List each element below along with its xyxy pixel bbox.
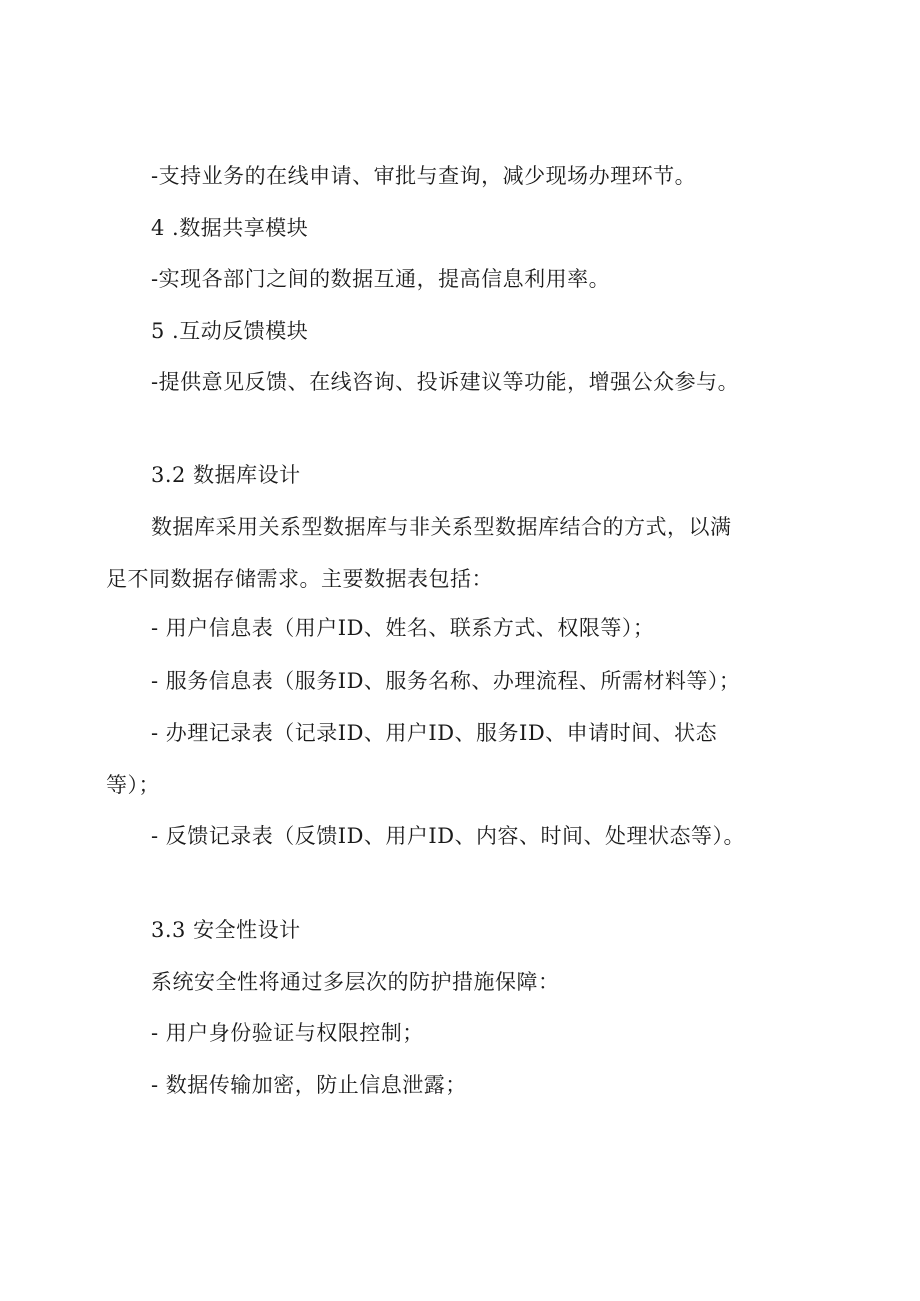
list-item-authentication: - 用户身份验证与权限控制； bbox=[151, 1021, 424, 1045]
bullet-feedback-functions: -提供意见反馈、在线咨询、投诉建议等功能，增强公众参与。 bbox=[151, 370, 740, 394]
bullet-data-interconnection: -实现各部门之间的数据互通，提高信息利用率。 bbox=[151, 267, 611, 291]
section-heading-security: 3.3 安全性设计 bbox=[151, 918, 301, 942]
paragraph-database-line2: 足不同数据存储需求。主要数据表包括： bbox=[106, 567, 493, 591]
list-item-service-table: - 服务信息表（服务ID、服务名称、办理流程、所需材料等）； bbox=[151, 669, 741, 693]
heading-data-sharing-module: 4 .数据共享模块 bbox=[151, 216, 309, 240]
paragraph-database-line1: 数据库采用关系型数据库与非关系型数据库结合的方式，以满 bbox=[151, 515, 732, 539]
list-item-record-table-line2: 等）； bbox=[106, 773, 160, 797]
section-heading-database: 3.2 数据库设计 bbox=[151, 463, 301, 487]
list-item-encryption: - 数据传输加密，防止信息泄露； bbox=[151, 1073, 467, 1097]
paragraph-security-intro: 系统安全性将通过多层次的防护措施保障： bbox=[151, 970, 560, 994]
heading-feedback-module: 5 .互动反馈模块 bbox=[151, 319, 309, 343]
list-item-user-table: - 用户信息表（用户ID、姓名、联系方式、权限等）； bbox=[151, 616, 655, 640]
bullet-online-business: -支持业务的在线申请、审批与查询，减少现场办理环节。 bbox=[151, 164, 697, 188]
list-item-record-table-line1: - 办理记录表（记录ID、用户ID、服务ID、申请时间、状态 bbox=[151, 721, 718, 745]
list-item-feedback-table: - 反馈记录表（反馈ID、用户ID、内容、时间、处理状态等）。 bbox=[151, 824, 746, 848]
